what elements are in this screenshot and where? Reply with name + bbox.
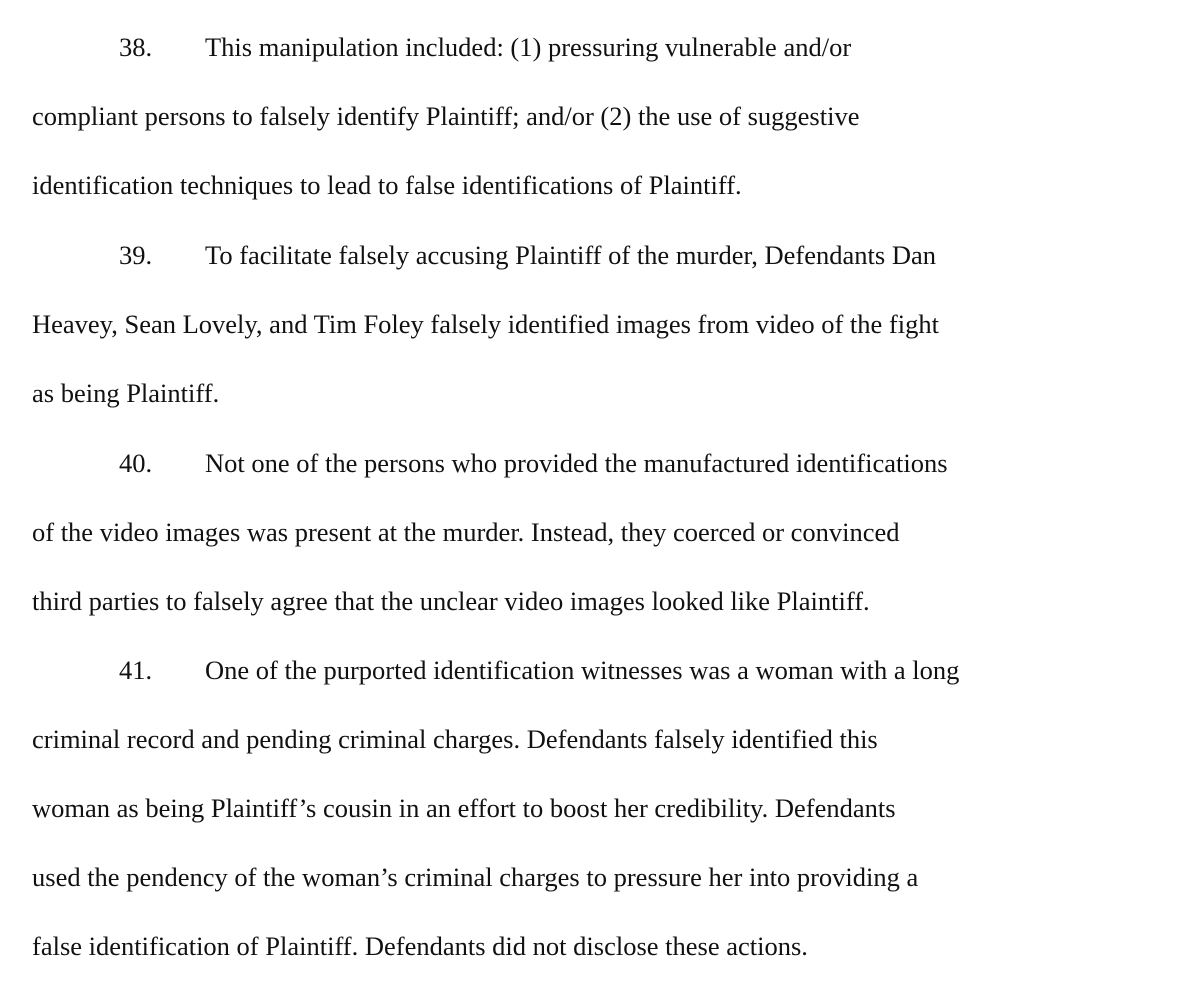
paragraph-line: used the pendency of the woman’s criminal charges to pressure her into providing a: [32, 862, 919, 892]
paragraph-line: identification techniques to lead to false identifications of Plaintiff.: [32, 170, 742, 200]
paragraph-line: criminal record and pending criminal charges. Defendants falsely identified this: [32, 724, 878, 754]
paragraph-number: 40.: [119, 448, 153, 478]
paragraph-line: One of the purported identification witnesses was a woman with a long: [205, 655, 960, 685]
paragraph-number: 39.: [119, 240, 153, 270]
paragraph-line: third parties to falsely agree that the unclear video images looked like Plaintiff.: [32, 586, 870, 616]
paragraph-line: of the video images was present at the murder. Instead, they coerced or convinced: [32, 517, 900, 547]
paragraph-line: woman as being Plaintiff’s cousin in an effort to boost her credibility. Defendants: [32, 793, 896, 823]
paragraph-line: compliant persons to falsely identify Plaintiff; and/or (2) the use of suggestive: [32, 101, 860, 131]
paragraph-number: 41.: [119, 655, 153, 685]
paragraph-line: To facilitate falsely accusing Plaintiff of the murder, Defendants Dan: [205, 240, 936, 270]
paragraph-line: false identification of Plaintiff. Defendants did not disclose these actions.: [32, 931, 808, 961]
paragraph-line: Heavey, Sean Lovely, and Tim Foley falsely identified images from video of the fight: [32, 309, 939, 339]
paragraph-number: 38.: [119, 32, 153, 62]
paragraph-line: as being Plaintiff.: [32, 378, 220, 408]
paragraph-line: Not one of the persons who provided the manufactured identifications: [205, 448, 948, 478]
paragraph-line: This manipulation included: (1) pressuring vulnerable and/or: [205, 32, 852, 62]
